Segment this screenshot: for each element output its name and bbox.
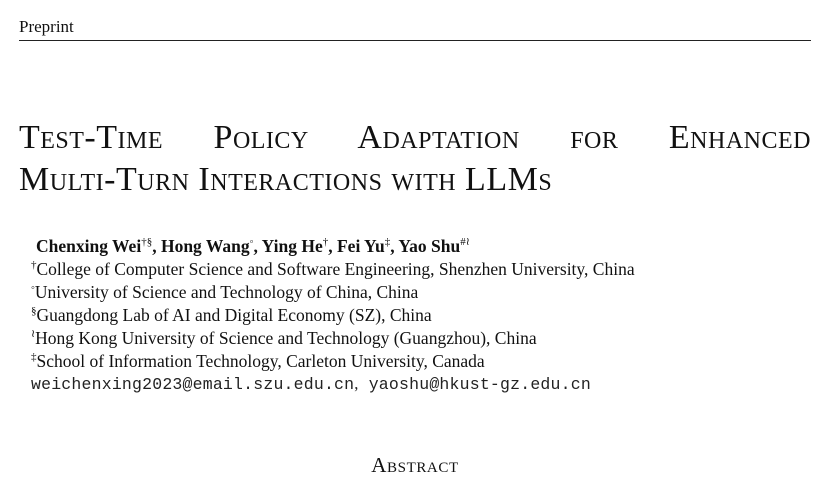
affiliation-mark: † [31,259,37,272]
affiliation-line [31,304,635,327]
contact-emails [31,373,591,396]
affiliation-line [31,327,635,350]
affiliation-mark: ‡ [31,351,37,364]
author-separator: , [390,236,399,256]
author-name: Yao Shu [398,236,461,256]
affiliation-line [31,281,635,304]
affiliation-mark: ◦ [31,282,35,295]
author-separator: , [253,236,262,256]
author-name: Ying He [261,236,323,256]
author-affiliation-marks: ‡ [384,236,391,249]
author-affiliation-marks: #≀ [460,236,470,249]
affiliation-text: Guangdong Lab of AI and Digital Economy (SZ), China [36,305,432,325]
title-line-2: Multi-Turn Interactions with LLMs [19,161,553,198]
abstract-heading: Abstract [371,453,459,477]
email-link[interactable]: yaoshu@hkust-gz.edu.cn [368,375,591,394]
affiliation-text: Hong Kong University of Science and Technology (Guangzhou), China [35,328,537,348]
email-link[interactable]: weichenxing2023@email.szu.edu.cn [31,375,355,394]
affiliation-mark: § [31,305,37,318]
running-header: Preprint [19,17,74,36]
author-affiliation-marks: †§ [141,236,153,249]
title-line-1: Test-Time Policy Adaptation for Enhanced [19,119,811,156]
header-divider [19,40,811,41]
affiliation-text: College of Computer Science and Software Engineering, Shenzhen University, China [36,259,635,279]
email-separator: , [354,374,359,393]
affiliation-list [31,258,635,373]
affiliation-line [31,350,635,373]
author-name: Chenxing Wei [36,236,142,256]
author-name: Hong Wang [160,236,250,256]
affiliation-text: University of Science and Technology of China, China [34,282,419,302]
author-list [36,235,470,257]
author-name: Fei Yu [336,236,385,256]
affiliation-text: School of Information Technology, Carleton University, Canada [36,351,485,371]
author-affiliation-marks: ◦ [249,236,254,249]
author-affiliation-marks: † [322,236,329,249]
paper-title [19,117,811,201]
affiliation-mark: ≀ [31,328,36,341]
author-separator: , [328,236,337,256]
author-separator: , [152,236,161,256]
affiliation-line [31,258,635,281]
